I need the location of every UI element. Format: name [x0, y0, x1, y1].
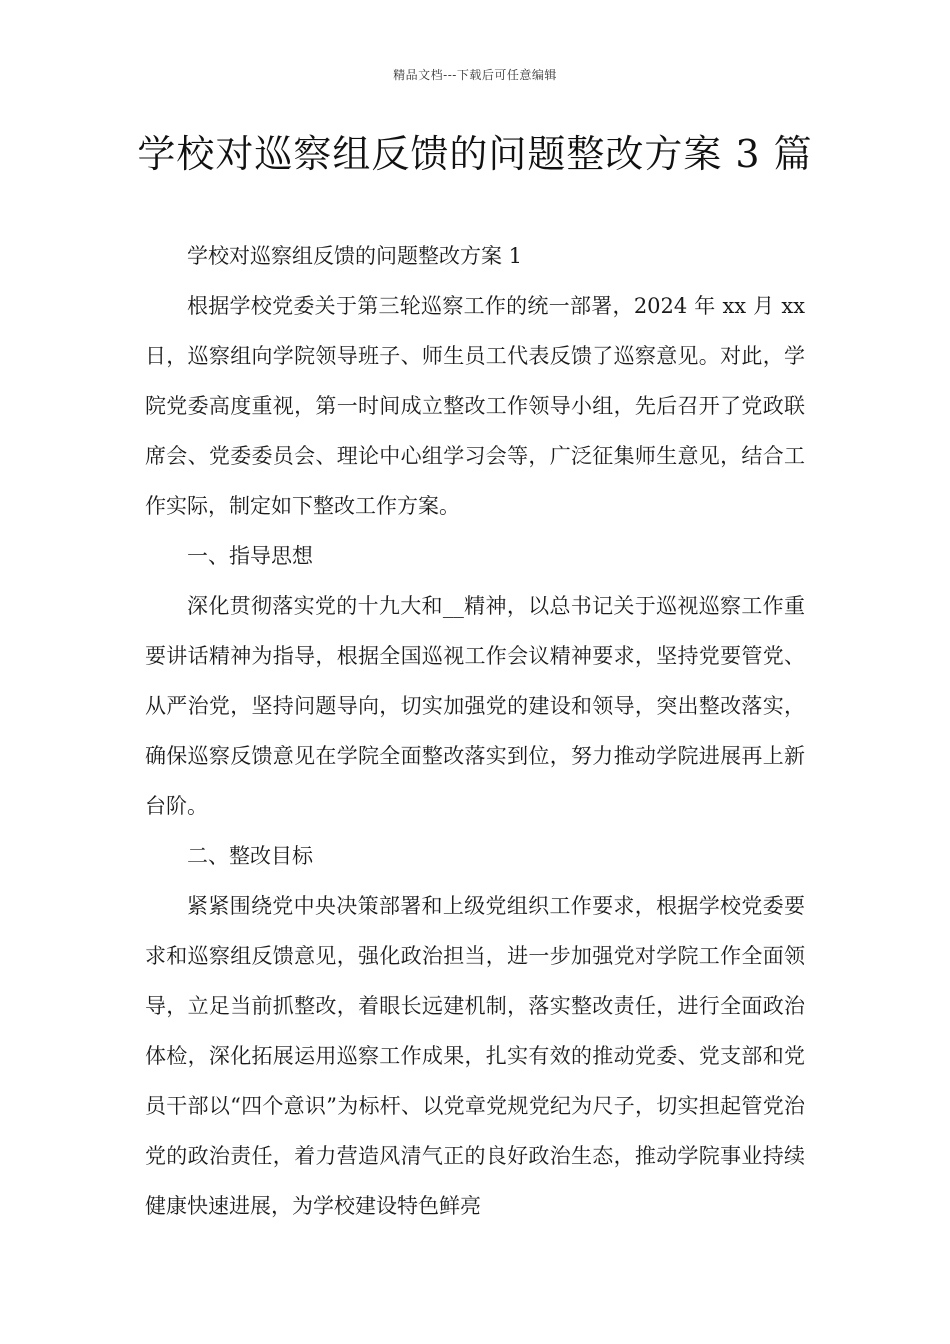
document-title: 学校对巡察组反馈的问题整改方案 3 篇 [137, 132, 813, 176]
section-heading-rectification-goals: 二、整改目标 [187, 844, 313, 868]
intro-paragraph: 根据学校党委关于第三轮巡察工作的统一部署，2024 年 xx 月 xx 日，巡察组向学院领导班子、师生员工代表反馈了巡察意见。对此，学院党委高度重视，第一时间成立整改工作领导小组，先后召开了党政联席会、党委委员会、理论中心组学习会等，广泛征集师生意见，结合工作实际，制定如下整改工作方案。 [145, 294, 805, 518]
header-note: 精品文档---下载后可任意编辑 [393, 68, 557, 82]
rectification-goals-paragraph: 紧紧围绕党中央决策部署和上级党组织工作要求，根据学校党委要求和巡察组反馈意见，强化政治担当，进一步加强党对学院工作全面领导，立足当前抓整改，着眼长远建机制，落实整改责任，进行全面政治体检，深化拓展运用巡察工作成果，扎实有效的推动党委、党支部和党员干部以“四个意识”为标杆、以党章党规党纪为尺子，切实担起管党治党的政治责任，着力营造风清气正的良好政治生态，推动学院事业持续健康快速进展，为学校建设特色鲜亮 [145, 894, 805, 1218]
guiding-ideology-paragraph: 深化贯彻落实党的十九大和__精神，以总书记关于巡视巡察工作重要讲话精神为指导，根据全国巡视工作会议精神要求，坚持党要管党、从严治党，坚持问题导向，切实加强党的建设和领导，突出整改落实，确保巡察反馈意见在学院全面整改落实到位，努力推动学院进展再上新台阶。 [145, 594, 805, 818]
section-heading-guiding-ideology: 一、指导思想 [187, 544, 313, 568]
section-heading-plan-1: 学校对巡察组反馈的问题整改方案 1 [187, 244, 523, 268]
document-body [145, 231, 805, 1231]
